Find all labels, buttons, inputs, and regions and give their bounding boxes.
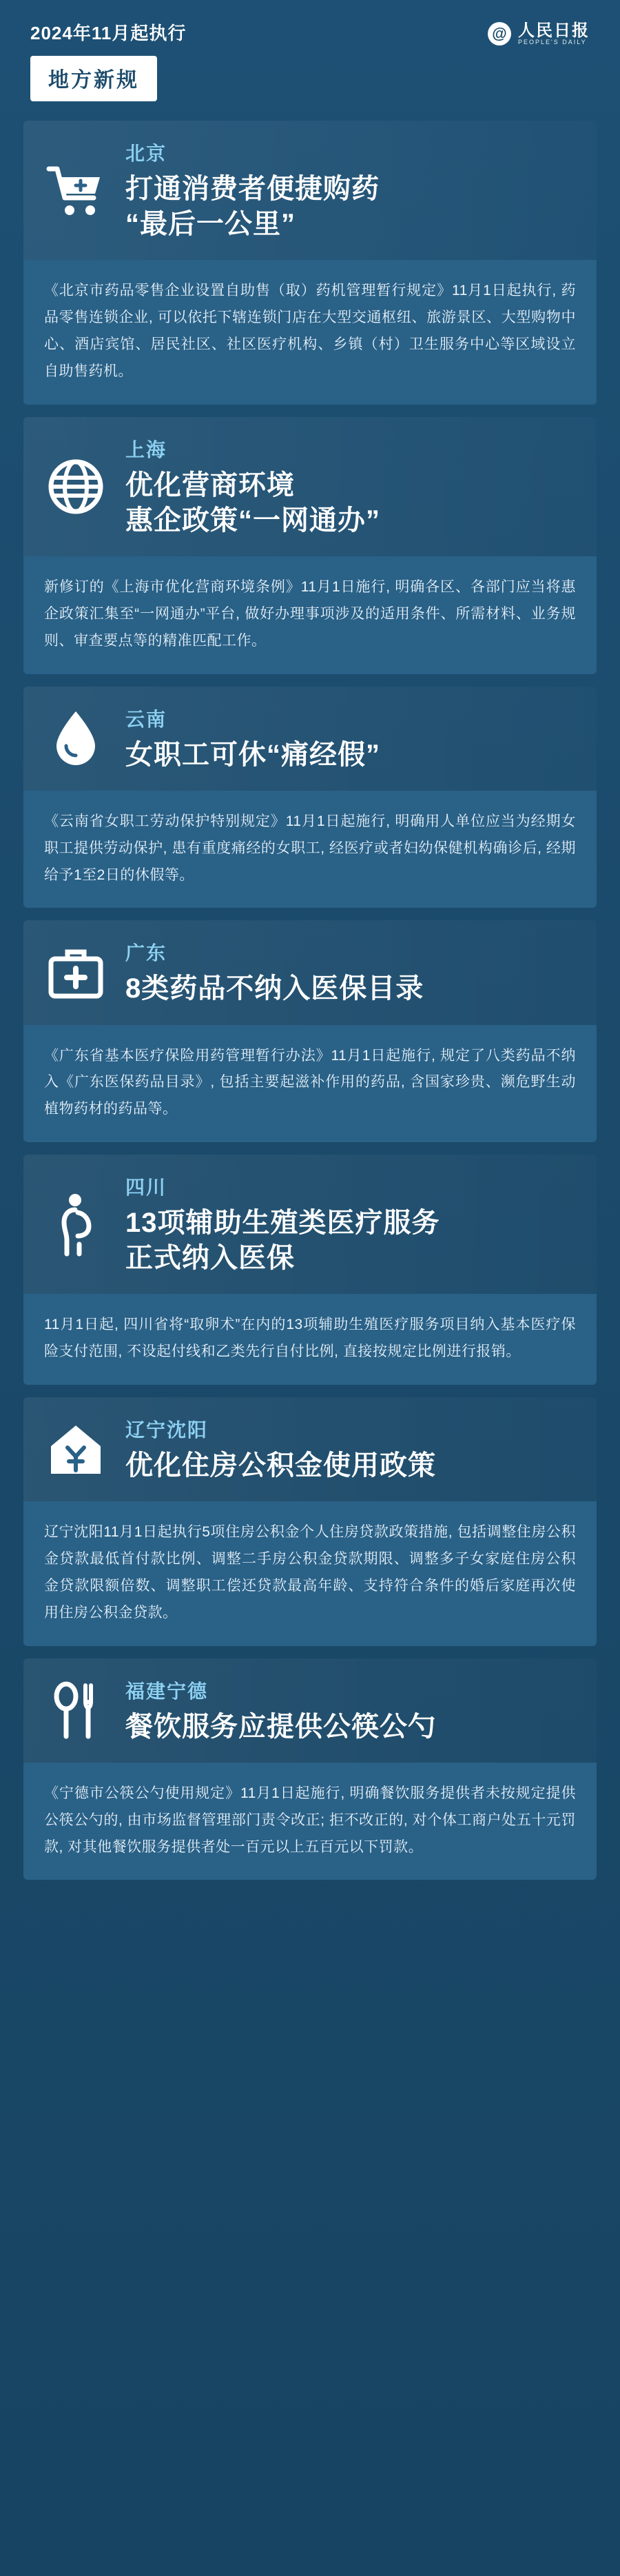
- card-header: [23, 1659, 597, 1763]
- card-body: 新修订的《上海市优化营商环境条例》11月1日施行, 明确各区、各部门应当将惠企政策汇集至“一网通办”平台, 做好办理事项涉及的适用条件、所需材料、业务规则、审查要点等的精准匹配工作。: [23, 556, 597, 674]
- logo-name-cn: 人民日报: [518, 21, 590, 40]
- news-card: [23, 1397, 597, 1646]
- card-body: 11月1日起, 四川省将“取卵术”在内的13项辅助生殖医疗服务项目纳入基本医疗保险支付范围, 不设起付线和乙类先行自付比例, 直接按规定比例进行报销。: [23, 1294, 597, 1385]
- card-title: [125, 468, 579, 538]
- spoon-fork-icon: [44, 1679, 107, 1742]
- card-body: 《宁德市公筷公勺使用规定》11月1日起施行, 明确餐饮服务提供者未按规定提供公筷公勺的, 由市场监督管理部门责令改正; 拒不改正的, 对个体工商户处五十元罚款, 对其他餐饮服务提供者处一百元以上五百元以下罚款。: [23, 1763, 597, 1880]
- card-body: 《云南省女职工劳动保护特别规定》11月1日起施行, 明确用人单位应当为经期女职工提供劳动保护, 患有重度痛经的女职工, 经医疗或者妇幼保健机构确诊后, 经期给予1至2日的休假等。: [23, 791, 597, 909]
- news-card: [23, 920, 597, 1142]
- shopping-cart-plus-icon: [44, 159, 107, 222]
- card-body: 《北京市药品零售企业设置自助售（取）药机管理暂行规定》11月1日起执行, 药品零售连锁企业, 可以依托下辖连锁门店在大型交通枢纽、旅游景区、大型购物中心、酒店宾馆、居民社区、社区医疗机构、乡镇（村）卫生服务中心等区域设立自助售药机。: [23, 260, 597, 404]
- card-heading-text: [125, 1173, 579, 1276]
- card-region: 四川: [125, 1177, 167, 1199]
- house-yuan-icon: [44, 1418, 107, 1481]
- card-title-line1: 8类药品不纳入医保目录: [125, 973, 424, 1004]
- card-title-line1: 13项辅助生殖类医疗服务: [125, 1208, 440, 1239]
- card-title: [125, 1710, 579, 1745]
- card-header: [23, 121, 597, 260]
- card-region: 云南: [125, 708, 167, 730]
- card-title: [125, 1448, 579, 1483]
- card-body: 辽宁沈阳11月1日起执行5项住房公积金个人住房贷款政策措施, 包括调整住房公积金贷款最低首付款比例、调整二手房公积金贷款期限、调整多子女家庭住房公积金贷款限额倍数、调整职工偿还贷款最高年龄、支持符合条件的婚后家庭再次使用住房公积金贷款。: [23, 1501, 597, 1645]
- globe-icon: [44, 455, 107, 518]
- card-title: [125, 971, 579, 1006]
- news-card: [23, 121, 597, 405]
- at-icon: @: [488, 22, 511, 45]
- news-card: [23, 417, 597, 674]
- card-header: [23, 687, 597, 791]
- water-drop-icon: [44, 707, 107, 770]
- card-heading-text: [125, 704, 579, 773]
- card-title-line1: 女职工可休“痛经假”: [125, 739, 380, 770]
- card-region: 北京: [125, 143, 167, 164]
- card-region: 广东: [125, 942, 167, 964]
- card-region: 福建宁德: [125, 1680, 209, 1702]
- card-header: [23, 920, 597, 1024]
- publisher-logo: [488, 19, 590, 46]
- medical-kit-icon: [44, 941, 107, 1004]
- page-header: [0, 0, 620, 108]
- card-title-line1: 优化住房公积金使用政策: [125, 1450, 436, 1481]
- card-heading-text: [125, 139, 579, 242]
- card-header: [23, 1397, 597, 1501]
- card-title: [125, 172, 579, 242]
- card-title-line1: 餐饮服务应提供公筷公勺: [125, 1711, 436, 1742]
- news-card: [23, 687, 597, 909]
- card-region: 辽宁沈阳: [125, 1419, 209, 1441]
- card-heading-text: [125, 1676, 579, 1745]
- header-left: [30, 19, 186, 101]
- card-title-line2: 惠企政策“一网通办”: [125, 505, 380, 536]
- card-title-line1: 打通消费者便捷购药: [125, 174, 380, 204]
- page-eyebrow: 2024年11月起执行: [30, 23, 187, 43]
- news-card: [23, 1155, 597, 1385]
- logo-text: [518, 22, 590, 46]
- logo-name-en: PEOPLE'S DAILY: [518, 39, 587, 46]
- page-title: 地方新规: [30, 56, 157, 101]
- card-header: [23, 1155, 597, 1294]
- card-title-line1: 优化营商环境: [125, 469, 295, 500]
- card-heading-text: [125, 1415, 579, 1483]
- card-body: 《广东省基本医疗保险用药管理暂行办法》11月1日起施行, 规定了八类药品不纳入《广东医保药品目录》, 包括主要起滋补作用的药品, 含国家珍贵、濒危野生动植物药材的药品等。: [23, 1025, 597, 1143]
- card-title: [125, 1206, 579, 1276]
- pregnant-woman-icon: [44, 1193, 107, 1256]
- news-card: [23, 1659, 597, 1880]
- card-title-line2: 正式纳入医保: [125, 1243, 295, 1274]
- card-heading-text: [125, 938, 579, 1006]
- card-title: [125, 738, 579, 773]
- card-region: 上海: [125, 438, 167, 460]
- card-heading-text: [125, 435, 579, 538]
- card-header: [23, 417, 597, 556]
- card-title-line2: “最后一公里”: [125, 209, 296, 240]
